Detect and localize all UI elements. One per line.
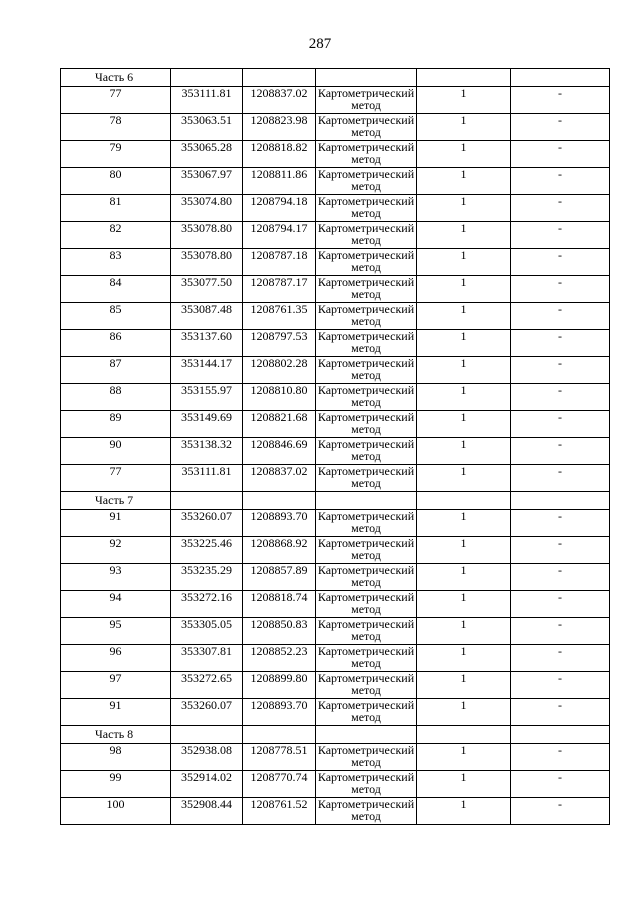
note-cell: - — [511, 645, 610, 672]
table-row — [61, 771, 610, 798]
point-number-cell: 96 — [61, 645, 171, 672]
y-coordinate-cell: 1208837.02 — [243, 465, 316, 492]
y-coordinate-cell: 1208846.69 — [243, 438, 316, 465]
point-number-cell: 94 — [61, 591, 171, 618]
table-row — [61, 744, 610, 771]
note-cell: - — [511, 411, 610, 438]
point-number-cell: 85 — [61, 303, 171, 330]
precision-cell: 1 — [417, 771, 511, 798]
point-number-cell: 91 — [61, 699, 171, 726]
x-coordinate-cell: 353260.07 — [171, 699, 243, 726]
x-coordinate-cell: 353111.81 — [171, 465, 243, 492]
method-cell: Картометрический метод — [316, 87, 417, 114]
table-row — [61, 411, 610, 438]
empty-cell — [171, 492, 243, 510]
point-number-cell: 86 — [61, 330, 171, 357]
note-cell: - — [511, 510, 610, 537]
method-cell: Картометрический метод — [316, 411, 417, 438]
y-coordinate-cell: 1208893.70 — [243, 510, 316, 537]
method-cell: Картометрический метод — [316, 771, 417, 798]
y-coordinate-cell: 1208811.86 — [243, 168, 316, 195]
x-coordinate-cell: 352914.02 — [171, 771, 243, 798]
point-number-cell: 91 — [61, 510, 171, 537]
method-cell: Картометрический метод — [316, 384, 417, 411]
note-cell: - — [511, 276, 610, 303]
precision-cell: 1 — [417, 87, 511, 114]
point-number-cell: 92 — [61, 537, 171, 564]
method-cell: Картометрический метод — [316, 303, 417, 330]
y-coordinate-cell: 1208837.02 — [243, 87, 316, 114]
y-coordinate-cell: 1208797.53 — [243, 330, 316, 357]
y-coordinate-cell: 1208761.52 — [243, 798, 316, 825]
note-cell: - — [511, 438, 610, 465]
empty-cell — [511, 492, 610, 510]
x-coordinate-cell: 353078.80 — [171, 222, 243, 249]
point-number-cell: 82 — [61, 222, 171, 249]
point-number-cell: 87 — [61, 357, 171, 384]
table-row — [61, 798, 610, 825]
table-row — [61, 249, 610, 276]
table-row — [61, 510, 610, 537]
note-cell: - — [511, 537, 610, 564]
method-cell: Картометрический метод — [316, 591, 417, 618]
empty-cell — [171, 726, 243, 744]
empty-cell — [316, 69, 417, 87]
y-coordinate-cell: 1208770.74 — [243, 771, 316, 798]
empty-cell — [417, 726, 511, 744]
empty-cell — [511, 726, 610, 744]
y-coordinate-cell: 1208852.23 — [243, 645, 316, 672]
coordinates-table-body — [61, 69, 610, 825]
method-cell: Картометрический метод — [316, 438, 417, 465]
x-coordinate-cell: 353272.65 — [171, 672, 243, 699]
y-coordinate-cell: 1208761.35 — [243, 303, 316, 330]
y-coordinate-cell: 1208794.18 — [243, 195, 316, 222]
table-row — [61, 537, 610, 564]
empty-cell — [243, 726, 316, 744]
table-row — [61, 168, 610, 195]
table-row — [61, 438, 610, 465]
table-row — [61, 222, 610, 249]
x-coordinate-cell: 353260.07 — [171, 510, 243, 537]
y-coordinate-cell: 1208818.82 — [243, 141, 316, 168]
y-coordinate-cell: 1208778.51 — [243, 744, 316, 771]
point-number-cell: 100 — [61, 798, 171, 825]
method-cell: Картометрический метод — [316, 276, 417, 303]
method-cell: Картометрический метод — [316, 195, 417, 222]
note-cell: - — [511, 672, 610, 699]
precision-cell: 1 — [417, 276, 511, 303]
y-coordinate-cell: 1208868.92 — [243, 537, 316, 564]
table-row — [61, 195, 610, 222]
method-cell: Картометрический метод — [316, 465, 417, 492]
x-coordinate-cell: 353087.48 — [171, 303, 243, 330]
x-coordinate-cell: 353063.51 — [171, 114, 243, 141]
x-coordinate-cell: 353225.46 — [171, 537, 243, 564]
note-cell: - — [511, 699, 610, 726]
note-cell: - — [511, 357, 610, 384]
y-coordinate-cell: 1208821.68 — [243, 411, 316, 438]
table-row — [61, 276, 610, 303]
table-row — [61, 357, 610, 384]
part-label: Часть 7 — [61, 492, 171, 510]
y-coordinate-cell: 1208794.17 — [243, 222, 316, 249]
note-cell: - — [511, 798, 610, 825]
point-number-cell: 79 — [61, 141, 171, 168]
x-coordinate-cell: 353149.69 — [171, 411, 243, 438]
point-number-cell: 99 — [61, 771, 171, 798]
empty-cell — [417, 69, 511, 87]
table-row — [61, 618, 610, 645]
point-number-cell: 77 — [61, 87, 171, 114]
note-cell: - — [511, 771, 610, 798]
note-cell: - — [511, 249, 610, 276]
note-cell: - — [511, 618, 610, 645]
x-coordinate-cell: 352938.08 — [171, 744, 243, 771]
precision-cell: 1 — [417, 645, 511, 672]
point-number-cell: 95 — [61, 618, 171, 645]
method-cell: Картометрический метод — [316, 645, 417, 672]
precision-cell: 1 — [417, 222, 511, 249]
precision-cell: 1 — [417, 699, 511, 726]
method-cell: Картометрический метод — [316, 168, 417, 195]
x-coordinate-cell: 353067.97 — [171, 168, 243, 195]
table-row — [61, 141, 610, 168]
precision-cell: 1 — [417, 744, 511, 771]
empty-cell — [243, 492, 316, 510]
table-row — [61, 465, 610, 492]
point-number-cell: 89 — [61, 411, 171, 438]
part-label: Часть 6 — [61, 69, 171, 87]
note-cell: - — [511, 744, 610, 771]
x-coordinate-cell: 353078.80 — [171, 249, 243, 276]
empty-cell — [171, 69, 243, 87]
coordinates-table — [60, 68, 610, 825]
precision-cell: 1 — [417, 357, 511, 384]
note-cell: - — [511, 222, 610, 249]
table-row — [61, 645, 610, 672]
x-coordinate-cell: 353074.80 — [171, 195, 243, 222]
point-number-cell: 93 — [61, 564, 171, 591]
table-row — [61, 699, 610, 726]
method-cell: Картометрический метод — [316, 249, 417, 276]
point-number-cell: 83 — [61, 249, 171, 276]
note-cell: - — [511, 384, 610, 411]
point-number-cell: 78 — [61, 114, 171, 141]
precision-cell: 1 — [417, 114, 511, 141]
method-cell: Картометрический метод — [316, 672, 417, 699]
precision-cell: 1 — [417, 411, 511, 438]
empty-cell — [316, 492, 417, 510]
table-row — [61, 591, 610, 618]
note-cell: - — [511, 564, 610, 591]
empty-cell — [316, 726, 417, 744]
note-cell: - — [511, 87, 610, 114]
table-row — [61, 114, 610, 141]
precision-cell: 1 — [417, 384, 511, 411]
note-cell: - — [511, 114, 610, 141]
x-coordinate-cell: 353144.17 — [171, 357, 243, 384]
x-coordinate-cell: 353138.32 — [171, 438, 243, 465]
method-cell: Картометрический метод — [316, 222, 417, 249]
point-number-cell: 80 — [61, 168, 171, 195]
precision-cell: 1 — [417, 249, 511, 276]
y-coordinate-cell: 1208787.18 — [243, 249, 316, 276]
y-coordinate-cell: 1208823.98 — [243, 114, 316, 141]
x-coordinate-cell: 352908.44 — [171, 798, 243, 825]
x-coordinate-cell: 353077.50 — [171, 276, 243, 303]
empty-cell — [243, 69, 316, 87]
point-number-cell: 90 — [61, 438, 171, 465]
method-cell: Картометрический метод — [316, 564, 417, 591]
part-header-row — [61, 69, 610, 87]
x-coordinate-cell: 353065.28 — [171, 141, 243, 168]
precision-cell: 1 — [417, 303, 511, 330]
point-number-cell: 77 — [61, 465, 171, 492]
empty-cell — [417, 492, 511, 510]
part-header-row — [61, 492, 610, 510]
method-cell: Картометрический метод — [316, 330, 417, 357]
precision-cell: 1 — [417, 510, 511, 537]
page-number: 287 — [308, 36, 332, 52]
precision-cell: 1 — [417, 591, 511, 618]
point-number-cell: 84 — [61, 276, 171, 303]
table-row — [61, 564, 610, 591]
x-coordinate-cell: 353305.05 — [171, 618, 243, 645]
precision-cell: 1 — [417, 798, 511, 825]
part-header-row — [61, 726, 610, 744]
x-coordinate-cell: 353155.97 — [171, 384, 243, 411]
precision-cell: 1 — [417, 465, 511, 492]
x-coordinate-cell: 353307.81 — [171, 645, 243, 672]
y-coordinate-cell: 1208787.17 — [243, 276, 316, 303]
precision-cell: 1 — [417, 195, 511, 222]
note-cell: - — [511, 303, 610, 330]
y-coordinate-cell: 1208802.28 — [243, 357, 316, 384]
note-cell: - — [511, 141, 610, 168]
y-coordinate-cell: 1208893.70 — [243, 699, 316, 726]
precision-cell: 1 — [417, 618, 511, 645]
table-row — [61, 303, 610, 330]
method-cell: Картометрический метод — [316, 699, 417, 726]
precision-cell: 1 — [417, 168, 511, 195]
x-coordinate-cell: 353235.29 — [171, 564, 243, 591]
note-cell: - — [511, 168, 610, 195]
y-coordinate-cell: 1208850.83 — [243, 618, 316, 645]
method-cell: Картометрический метод — [316, 114, 417, 141]
point-number-cell: 81 — [61, 195, 171, 222]
y-coordinate-cell: 1208810.80 — [243, 384, 316, 411]
point-number-cell: 97 — [61, 672, 171, 699]
note-cell: - — [511, 195, 610, 222]
table-row — [61, 87, 610, 114]
y-coordinate-cell: 1208857.89 — [243, 564, 316, 591]
precision-cell: 1 — [417, 141, 511, 168]
x-coordinate-cell: 353272.16 — [171, 591, 243, 618]
precision-cell: 1 — [417, 438, 511, 465]
point-number-cell: 98 — [61, 744, 171, 771]
y-coordinate-cell: 1208899.80 — [243, 672, 316, 699]
table-row — [61, 330, 610, 357]
note-cell: - — [511, 465, 610, 492]
precision-cell: 1 — [417, 537, 511, 564]
method-cell: Картометрический метод — [316, 618, 417, 645]
precision-cell: 1 — [417, 330, 511, 357]
table-row — [61, 384, 610, 411]
note-cell: - — [511, 330, 610, 357]
precision-cell: 1 — [417, 564, 511, 591]
note-cell: - — [511, 591, 610, 618]
x-coordinate-cell: 353137.60 — [171, 330, 243, 357]
precision-cell: 1 — [417, 672, 511, 699]
method-cell: Картометрический метод — [316, 537, 417, 564]
method-cell: Картометрический метод — [316, 744, 417, 771]
point-number-cell: 88 — [61, 384, 171, 411]
method-cell: Картометрический метод — [316, 798, 417, 825]
empty-cell — [511, 69, 610, 87]
method-cell: Картометрический метод — [316, 510, 417, 537]
method-cell: Картометрический метод — [316, 141, 417, 168]
method-cell: Картометрический метод — [316, 357, 417, 384]
y-coordinate-cell: 1208818.74 — [243, 591, 316, 618]
table-row — [61, 672, 610, 699]
part-label: Часть 8 — [61, 726, 171, 744]
x-coordinate-cell: 353111.81 — [171, 87, 243, 114]
